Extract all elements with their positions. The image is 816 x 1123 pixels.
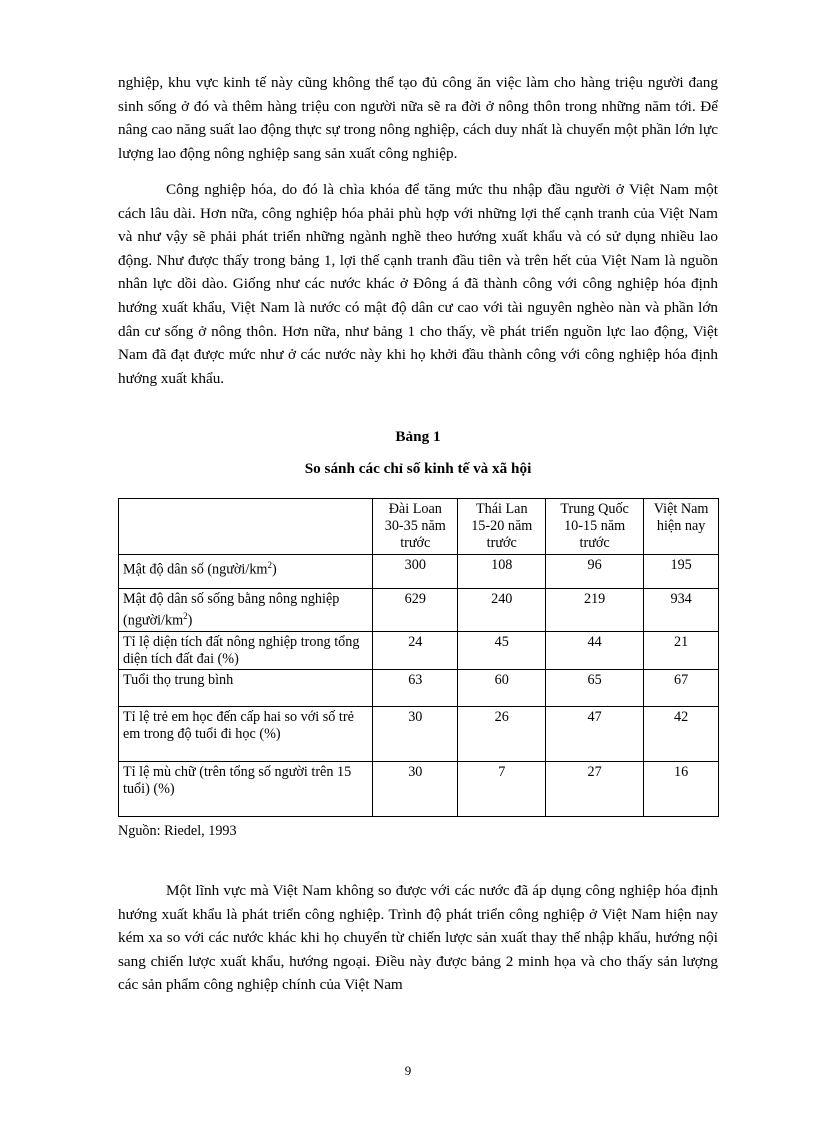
value-cell: 63 (373, 669, 458, 706)
row-label: Tuổi thọ trung bình (119, 669, 373, 706)
header-line: 30-35 năm (384, 518, 446, 534)
value-cell: 108 (458, 555, 546, 589)
value-cell: 934 (644, 589, 719, 632)
value-cell: 45 (458, 631, 546, 669)
row-label: Tỉ lệ diện tích đất nông nghiệp trong tổng diện tích đất đai (%) (119, 631, 373, 669)
header-line: trước (579, 535, 610, 551)
table-title: So sánh các chỉ số kinh tế và xã hội (304, 460, 532, 477)
table-caption: Bảng 1 (395, 428, 441, 445)
header-line: trước (400, 535, 431, 551)
value-cell: 240 (458, 589, 546, 632)
table-row (119, 669, 719, 706)
paragraph-2: Công nghiệp hóa, do đó là chìa khóa để tăng mức thu nhập đầu người ở Việt Nam một cách lâu dài. Hơn nữa, công nghiệp hóa phải phù hợp với những lợi thế cạnh tranh của Việt Nam và như vậy sẽ phải phát triển những ngành nghề theo hướng xuất khẩu và có sử dụng nhiều lao động. Như được thấy trong bảng 1, lợi thế cạnh tranh đầu tiên và trên hết của Việt Nam là nguồn nhân lực dồi dào. Giống như các nước khác ở Đông á đã thành công với công nghiệp hóa định hướng xuất khẩu, Việt Nam là nước có mật độ dân cư cao với tài nguyên nghèo nàn và phần lớn dân cư sống ở nông thôn. Hơn nữa, như bảng 1 cho thấy, về phát triển nguồn lực lao động, Việt Nam đã đạt được mức như ở các nước này khi họ khởi đầu thành công với công nghiệp hóa định hướng xuất khẩu. (118, 181, 718, 387)
header-line: Trung Quốc (560, 501, 629, 517)
value-cell: 96 (546, 555, 644, 589)
table-row (119, 706, 719, 761)
value-cell: 16 (644, 761, 719, 816)
table-row (119, 589, 719, 632)
paragraph-1: nghiệp, khu vực kinh tế này cũng không thể tạo đủ công ăn việc làm cho hàng triệu người đang sinh sống ở đó và thêm hàng triệu con người nữa sẽ ra đời ở nông thôn trong những năm tới. Để nâng cao năng suất lao động thực sự trong nông nghiệp, cách duy nhất là chuyển một phần lớn lực lượng lao động nông nghiệp sang sản xuất công nghiệp. (118, 74, 718, 162)
comparison-table (118, 498, 719, 817)
value-cell: 629 (373, 589, 458, 632)
value-cell: 67 (644, 669, 719, 706)
header-thailand (458, 499, 546, 555)
value-cell: 24 (373, 631, 458, 669)
table-row (119, 631, 719, 669)
header-line: 10-15 năm (564, 518, 626, 534)
header-line: Thái Lan (475, 501, 528, 517)
value-cell: 7 (458, 761, 546, 816)
value-cell: 27 (546, 761, 644, 816)
value-cell: 65 (546, 669, 644, 706)
value-cell: 219 (546, 589, 644, 632)
value-cell: 26 (458, 706, 546, 761)
value-cell: 21 (644, 631, 719, 669)
table-row (119, 761, 719, 816)
header-taiwan (373, 499, 458, 555)
paragraph-3: Một lĩnh vực mà Việt Nam không so được với các nước đã áp dụng công nghiệp hóa định hướng xuất khẩu là phát triển công nghiệp. Trình độ phát triển công nghiệp ở Việt Nam hiện nay kém xa so với các nước khác khi họ chuyển từ chiến lược sản xuất thay thế nhập khẩu, hướng nội sang chiến lược xuất khẩu, hướng ngoại. Điều này được bảng 2 minh họa và cho thấy sản lượng các sản phẩm công nghiệp chính của Việt Nam (118, 882, 718, 994)
header-line: trước (486, 535, 517, 551)
header-line: 15-20 năm (471, 518, 533, 534)
value-cell: 195 (644, 555, 719, 589)
header-line: hiện nay (656, 518, 706, 534)
row-label: Tỉ lệ mù chữ (trên tổng số người trên 15 tuổi) (%) (119, 761, 373, 816)
table-row (119, 555, 719, 589)
value-cell: 42 (644, 706, 719, 761)
value-cell: 44 (546, 631, 644, 669)
table-header-row (119, 499, 719, 555)
header-china (546, 499, 644, 555)
row-label: Mật độ dân số sống bằng nông nghiệp $(người/km^2)$ (119, 589, 373, 632)
row-label: Mật độ dân số $(người/km^2)$ (119, 555, 373, 589)
page-number: 9 (404, 1063, 412, 1078)
value-cell: 30 (373, 761, 458, 816)
value-cell: 30 (373, 706, 458, 761)
header-vietnam (644, 499, 719, 555)
row-label: Tỉ lệ trẻ em học đến cấp hai so với số trẻ em trong độ tuổi đi học (%) (119, 706, 373, 761)
value-cell: 47 (546, 706, 644, 761)
table-source: Nguồn: Riedel, 1993 (118, 823, 237, 839)
value-cell: 300 (373, 555, 458, 589)
header-empty-cell (119, 499, 373, 555)
value-cell: 60 (458, 669, 546, 706)
header-line: Đài Loan (388, 501, 442, 517)
header-line: Việt Nam (653, 501, 709, 517)
